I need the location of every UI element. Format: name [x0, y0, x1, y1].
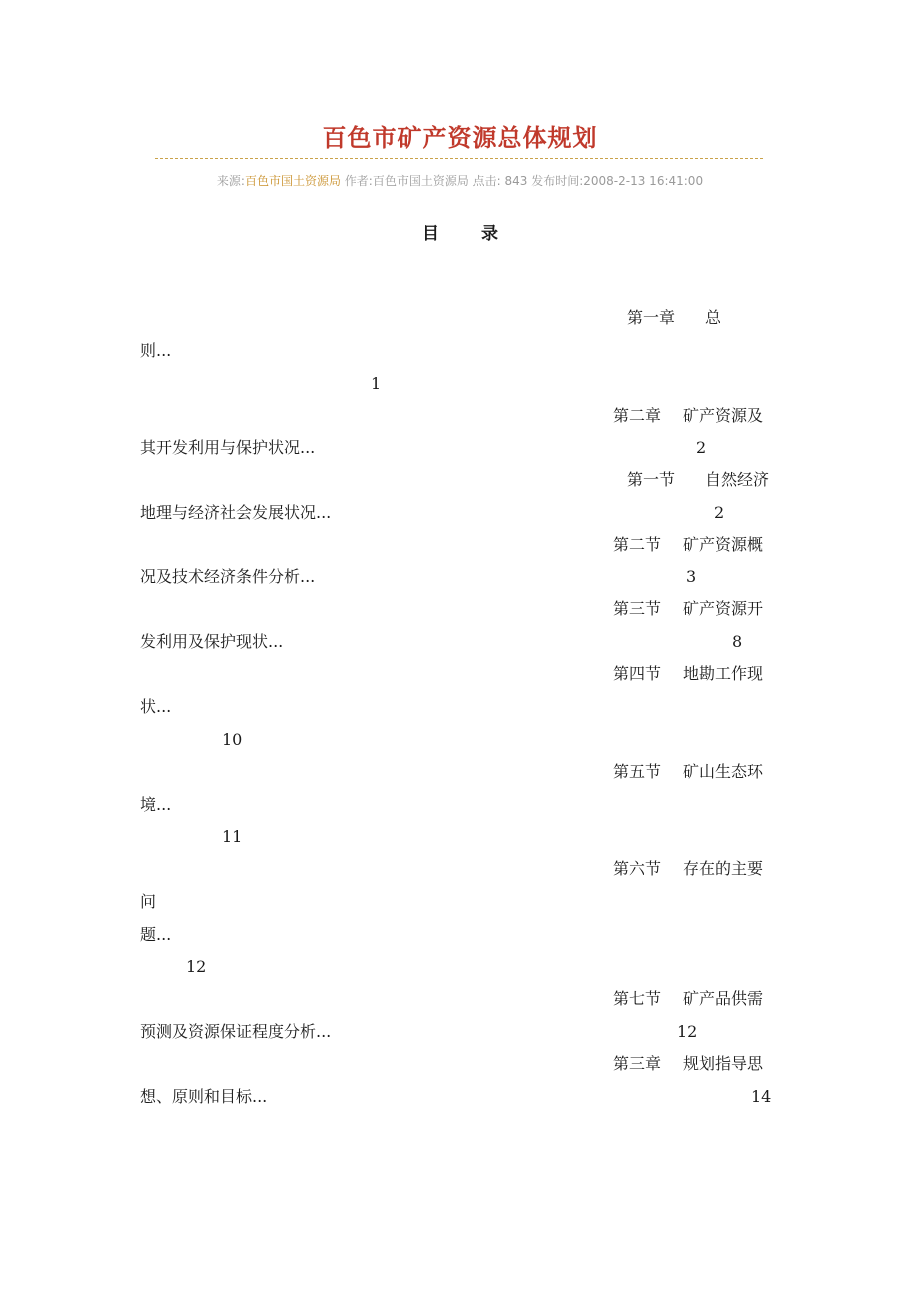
- toc-entry-1-page: 1: [371, 374, 382, 393]
- toc-entry-10-page: 14: [751, 1087, 772, 1106]
- toc-entry-title: 地勘工作现: [683, 664, 764, 683]
- meta-source-label: 来源:: [216, 174, 245, 188]
- toc-entry-title: 总: [705, 308, 722, 327]
- toc-entry-title: 矿山生态环: [683, 762, 764, 781]
- toc-entry-title: 矿产品供需: [683, 989, 764, 1008]
- toc-heading: [0, 219, 920, 244]
- toc-entry-9-page: 12: [677, 1022, 698, 1041]
- toc-entry-2-page: 2: [696, 438, 707, 457]
- toc-entry-title: 存在的主要: [683, 859, 764, 878]
- meta-details: 作者:百色市国土资源局 点击: 843 发布时间:2008-2-13 16:41:00: [340, 174, 704, 188]
- toc-heading-right: 录: [481, 224, 498, 244]
- toc-entry-label: 第三章: [613, 1054, 662, 1073]
- toc-entry-8-page: 12: [186, 957, 207, 976]
- toc-entry-9-heading: [613, 989, 763, 1009]
- toc-entry-5-heading: [613, 599, 763, 619]
- meta-source-link[interactable]: 百色市国土资源局: [244, 174, 341, 188]
- toc-entry-label: 第二节: [613, 535, 662, 554]
- toc-entry-7-page: 11: [222, 827, 243, 846]
- toc-entry-5-page: 8: [732, 632, 743, 651]
- toc-entry-9-title-cont: 预测及资源保证程度分析...: [140, 1022, 332, 1041]
- toc-entry-10-heading: [613, 1054, 763, 1074]
- toc-entry-7-title-cont: 境...: [140, 795, 172, 814]
- toc-entry-title: 自然经济: [705, 470, 770, 489]
- toc-entry-title: 矿产资源及: [683, 406, 764, 425]
- toc-entry-6-page: 10: [222, 730, 243, 749]
- toc-entry-title: 规划指导思: [683, 1054, 764, 1073]
- toc-entry-3-page: 2: [714, 503, 725, 522]
- toc-entry-title: 矿产资源概: [683, 535, 764, 554]
- toc-heading-left: 目: [422, 224, 439, 244]
- toc-entry-8-title-cont-2: 题...: [140, 925, 172, 944]
- toc-entry-3-heading: [627, 470, 769, 490]
- article-title: 百色市矿产资源总体规划: [322, 124, 598, 152]
- toc-entry-10-title-cont: 想、原则和目标...: [140, 1087, 268, 1106]
- toc-entry-label: 第五节: [613, 762, 662, 781]
- toc-entry-6-title-cont: 状...: [140, 697, 172, 716]
- toc-entry-4-title-cont: 况及技术经济条件分析...: [140, 567, 316, 586]
- toc-entry-label: 第七节: [613, 989, 662, 1008]
- toc-entry-5-title-cont: 发利用及保护现状...: [140, 632, 284, 651]
- article-meta: [0, 172, 920, 189]
- toc-entry-6-heading: [613, 664, 763, 684]
- toc-entry-4-page: 3: [686, 567, 697, 586]
- toc-entry-title: 矿产资源开: [683, 599, 764, 618]
- toc-entry-label: 第四节: [613, 664, 662, 683]
- title-divider: [155, 158, 763, 159]
- toc-entry-4-heading: [613, 535, 763, 555]
- toc-entry-3-title-cont: 地理与经济社会发展状况...: [140, 503, 332, 522]
- toc-entry-label: 第一节: [627, 470, 676, 489]
- toc-entry-1-heading: [627, 308, 721, 328]
- toc-entry-2-title-cont: 其开发利用与保护状况...: [140, 438, 316, 457]
- toc-entry-label: 第六节: [613, 859, 662, 878]
- toc-entry-8-heading: [613, 859, 763, 879]
- toc-entry-label: 第三节: [613, 599, 662, 618]
- toc-entry-label: 第一章: [627, 308, 676, 327]
- toc-entry-label: 第二章: [613, 406, 662, 425]
- toc-entry-8-title-cont: 问: [140, 892, 157, 911]
- toc-entry-1-title-cont: 则...: [140, 341, 172, 360]
- toc-entry-7-heading: [613, 762, 763, 782]
- toc-entry-2-heading: [613, 406, 763, 426]
